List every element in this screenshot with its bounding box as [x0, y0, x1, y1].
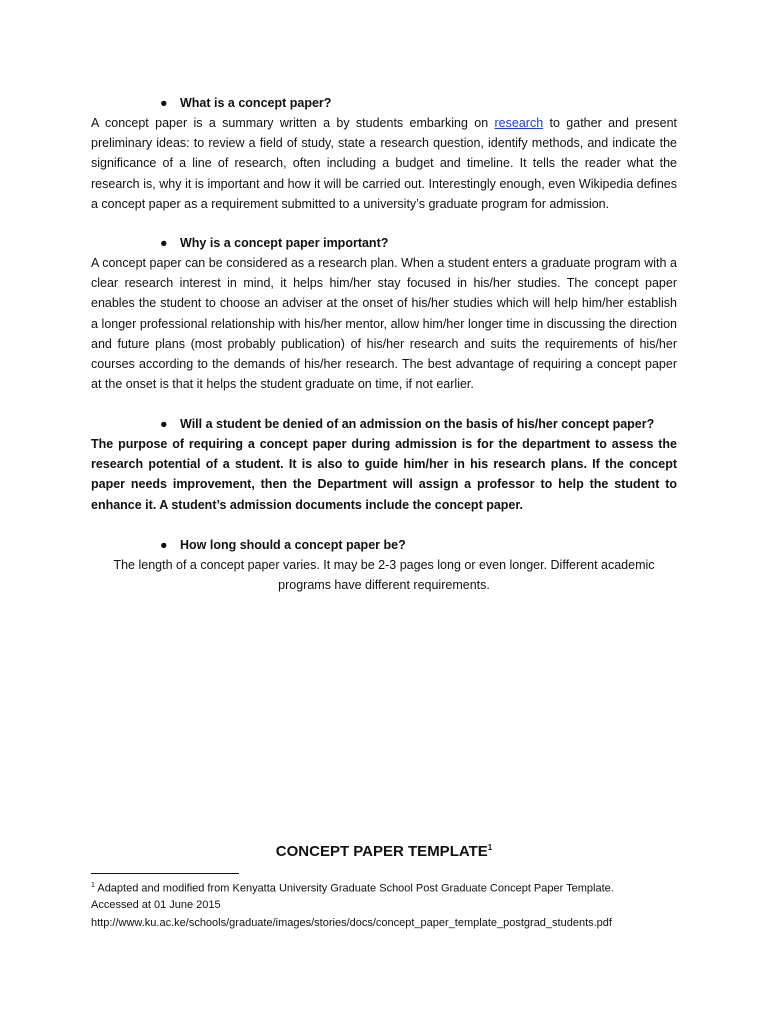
question-heading-denied [160, 414, 654, 434]
template-heading [0, 838, 768, 862]
answer-text-cont: to gather and present preliminary ideas: to review a field of study, state a research question, identify methods, and indicate the significance of a line of research, often including a budget and timeline. It tells the reader what the research is, why it is important and how it will be carried out. Interestingly enough, even Wikipedia defines a concept paper as a requirement submitted to a university’s graduate program for admission. [91, 116, 677, 211]
answer-paragraph-why: A concept paper can be considered as a research plan. When a student enters a graduate program with a clear research interest in mind, it helps him/her stay focused in his/her studies. The concept paper enables the student to choose an adviser at the onset of his/her studies which will help him/her establish a longer professional relationship with his/her mentor, allow him/her longer time in discussing the direction and future plans (most probably publication) of his/her research and suits the requirements of his/her courses according to the demands of his/her research. The best advantage of requiring a concept paper at the onset is that it helps the student graduate on time, if not earlier. [91, 256, 677, 392]
answer-paragraph-denied: The purpose of requiring a concept paper during admission is for the department to assess the research potential of a student. It is also to guide him/her in his research plans. If the concept paper needs improvement, then the Department will assign a professor to help the student to enhance it. A student’s admission documents include the concept paper. [91, 437, 677, 512]
footnote-marker: 1 [91, 882, 95, 889]
footnote-line-2: Accessed at 01 June 2015 [91, 899, 221, 911]
bullet-icon: ● [160, 236, 168, 250]
question-text: Why is a concept paper important? [180, 236, 389, 250]
footnote-marker: 1 [487, 843, 493, 852]
question-heading-what [160, 93, 331, 113]
research-link[interactable]: research [494, 116, 544, 130]
bullet-icon: ● [160, 417, 168, 431]
question-heading-why [160, 233, 388, 253]
question-text: What is a concept paper? [180, 96, 332, 110]
answer-paragraph-what [91, 113, 677, 214]
question-heading-length [160, 535, 406, 555]
bullet-icon: ● [160, 96, 168, 110]
footnote-url: http://www.ku.ac.ke/schools/graduate/images/stories/docs/concept_paper_template_postgrad_students.pdf [91, 917, 612, 929]
footnote-text: Adapted and modified from Kenyatta University Graduate School Post Graduate Concept Paper Template. [94, 882, 614, 895]
answer-paragraph-length: The length of a concept paper varies. It may be 2-3 pages long or even longer. Different academic programs have different requirements. [113, 558, 655, 593]
footnote-line-1 [91, 877, 731, 898]
question-text: Will a student be denied of an admission on the basis of his/her concept paper? [180, 417, 655, 431]
bullet-icon: ● [160, 538, 168, 552]
answer-text: A concept paper is a summary written a by students embarking on [91, 116, 495, 130]
footnote-divider [91, 873, 239, 874]
template-heading-text: CONCEPT PAPER TEMPLATE [275, 843, 488, 860]
question-text: How long should a concept paper be? [180, 538, 406, 552]
